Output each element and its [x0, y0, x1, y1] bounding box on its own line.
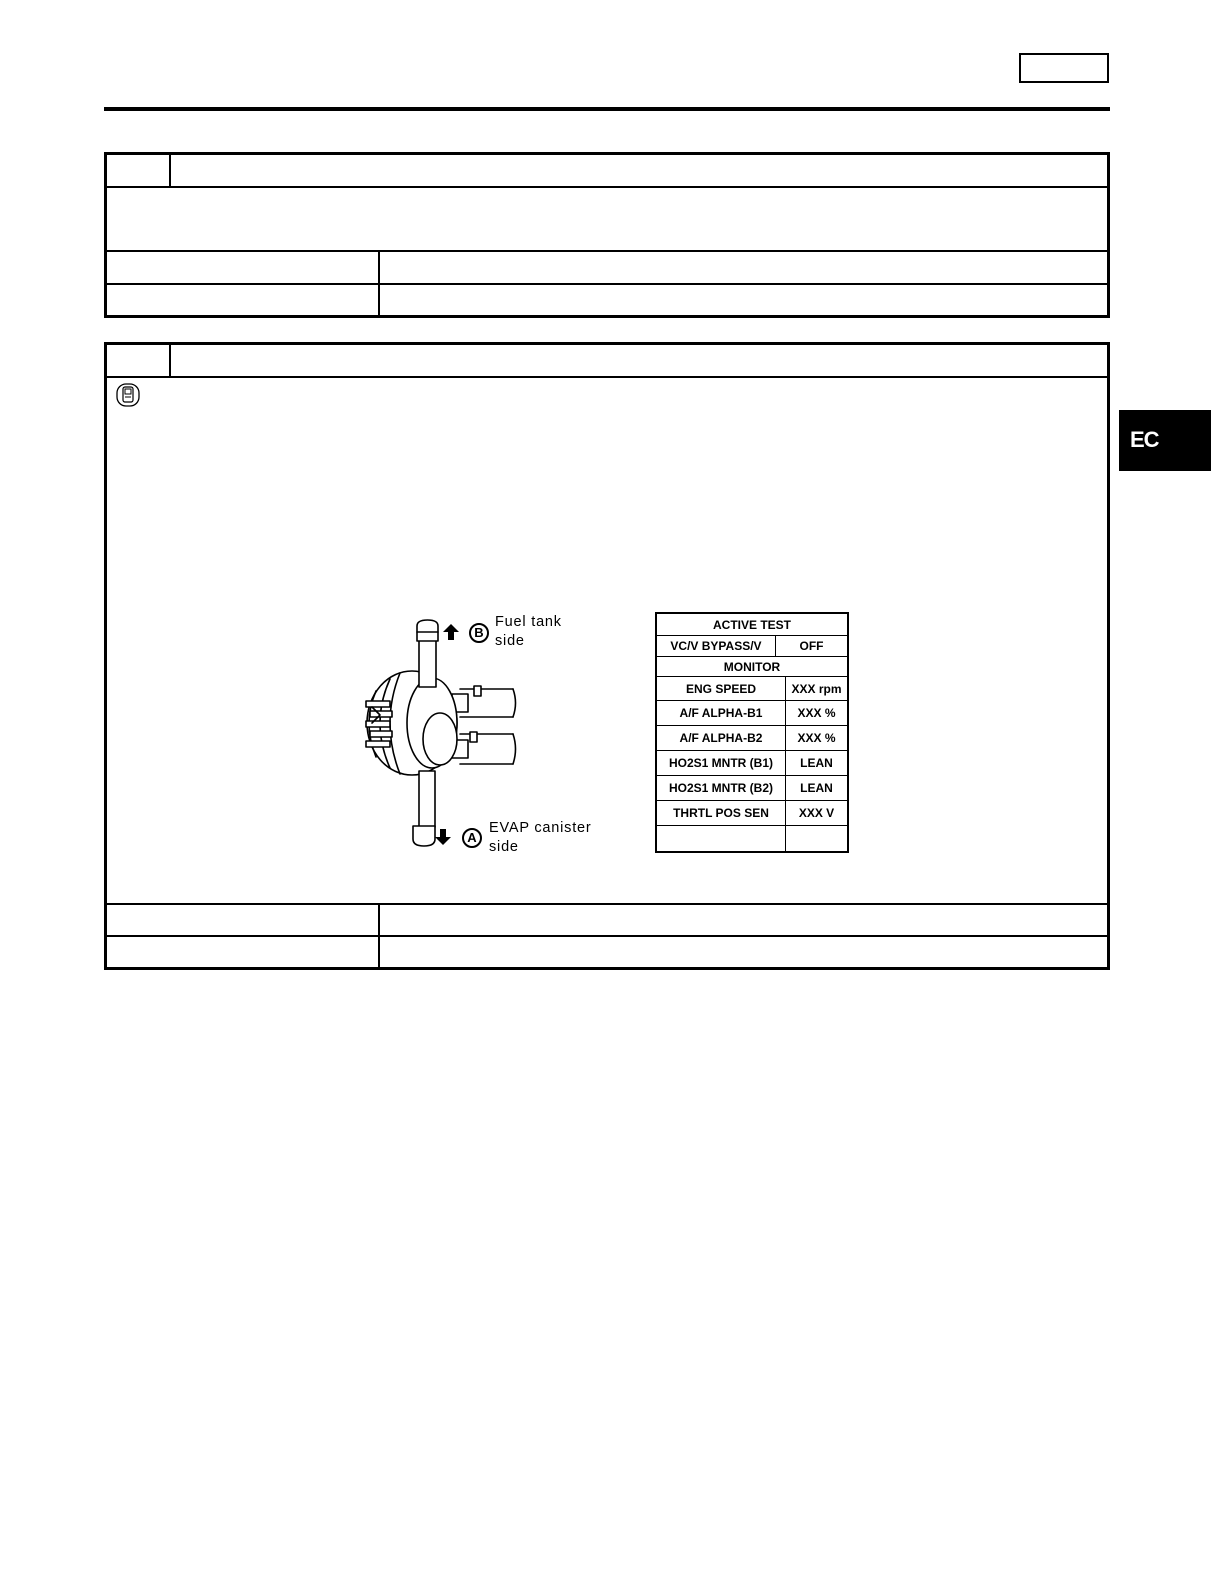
empty-cell — [657, 826, 786, 851]
fuel-tank-label-line-2: side — [495, 633, 525, 649]
monitor-item-name: HO2S1 MNTR (B1) — [657, 751, 786, 775]
monitor-item-name: A/F ALPHA-B1 — [657, 701, 786, 725]
monitor-item-value: XXX % — [797, 706, 836, 720]
section-tab-label: EC — [1130, 427, 1159, 452]
test-item-row — [657, 636, 847, 657]
step-2-body-row — [107, 378, 1107, 905]
step-1-number-cell — [107, 155, 171, 186]
step-2-result-2-label-cell — [107, 937, 380, 967]
page-code-box — [1019, 53, 1109, 83]
step-1-result-row-1 — [107, 252, 1107, 285]
marker-a: A — [462, 828, 482, 848]
test-item-value: OFF — [799, 639, 824, 653]
step-1-header-row — [107, 155, 1107, 188]
fuel-tank-label-line-1: Fuel tank — [495, 614, 562, 630]
step-2-result-1-label-cell — [107, 905, 380, 935]
monitor-item-name: HO2S1 MNTR (B2) — [657, 776, 786, 800]
step-table-1 — [104, 152, 1110, 318]
figure — [340, 605, 860, 870]
step-2-number-cell — [107, 345, 171, 376]
header-rule — [104, 107, 1110, 111]
monitor-heading-row — [657, 657, 847, 677]
step-1-result-1-label-cell — [107, 252, 380, 283]
section-tab — [1119, 410, 1211, 471]
monitor-item-name: A/F ALPHA-B2 — [657, 726, 786, 750]
marker-b: B — [469, 623, 489, 643]
monitor-heading: MONITOR — [723, 659, 781, 674]
empty-cell — [786, 826, 847, 851]
monitor-item-value: XXX % — [797, 731, 836, 745]
monitor-item-value: XXX V — [798, 806, 835, 820]
monitor-row — [657, 701, 847, 726]
test-item-name: VC/V BYPASS/V — [657, 636, 776, 656]
step-1-result-row-2 — [107, 285, 1107, 315]
arrow-up-icon — [443, 624, 459, 640]
monitor-row — [657, 801, 847, 826]
step-2-result-row-1 — [107, 905, 1107, 937]
evap-canister-label-line-1: EVAP canister — [489, 820, 592, 836]
monitor-item-value: LEAN — [800, 756, 833, 770]
monitor-row — [657, 751, 847, 776]
step-1-body-row — [107, 188, 1107, 252]
monitor-row — [657, 677, 847, 701]
step-2-header-row — [107, 345, 1107, 378]
empty-row — [657, 826, 847, 851]
active-test-table — [655, 612, 849, 853]
monitor-item-value: XXX rpm — [791, 681, 842, 696]
monitor-row — [657, 726, 847, 751]
step-table-2 — [104, 342, 1110, 970]
monitor-item-name: ENG SPEED — [657, 677, 786, 700]
consult-icon — [116, 383, 140, 407]
arrow-down-icon — [435, 829, 451, 845]
monitor-item-value: LEAN — [800, 781, 833, 795]
step-2-result-row-2 — [107, 937, 1107, 967]
evap-canister-label-line-2: side — [489, 839, 519, 855]
monitor-item-name: THRTL POS SEN — [657, 801, 786, 825]
step-1-result-2-label-cell — [107, 285, 380, 315]
active-test-title-row — [657, 614, 847, 636]
monitor-row — [657, 776, 847, 801]
active-test-title: ACTIVE TEST — [712, 617, 791, 632]
